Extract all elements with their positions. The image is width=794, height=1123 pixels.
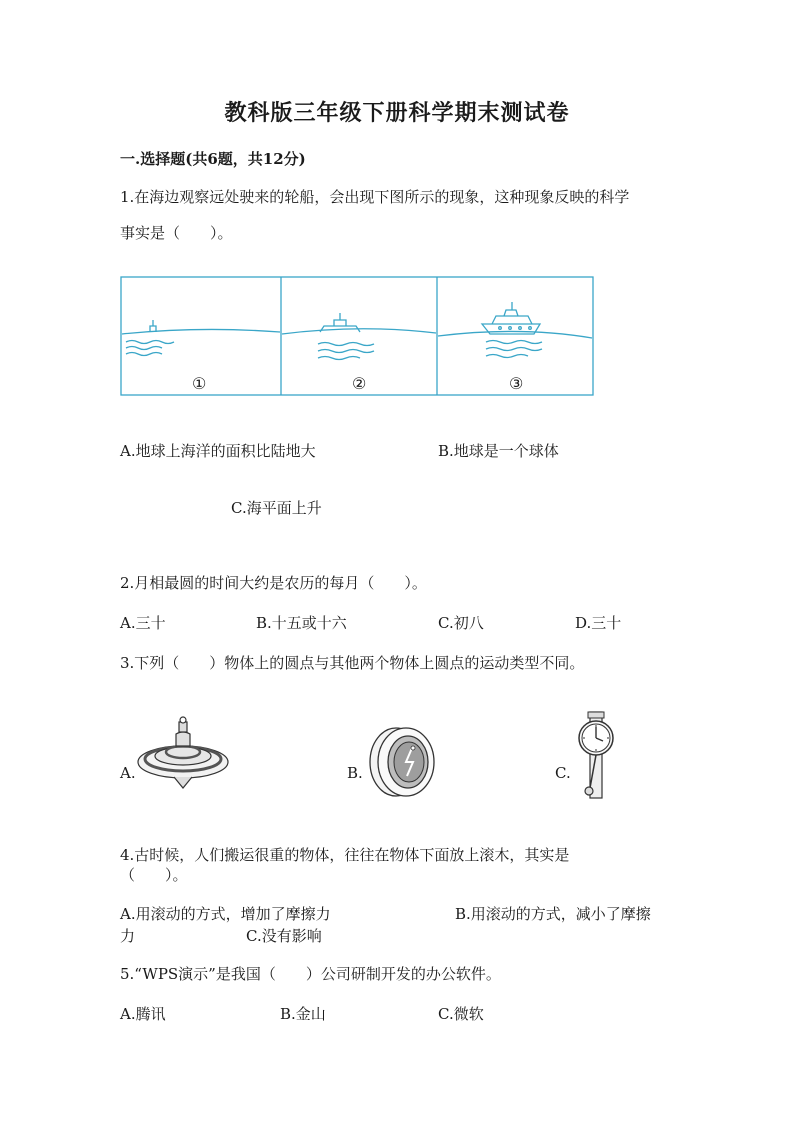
q5-option-c[interactable]: C.微软 bbox=[438, 1005, 484, 1023]
q1-option-a[interactable]: A.地球上海洋的面积比陆地大 bbox=[120, 442, 316, 460]
q2-option-a[interactable]: A.三十 bbox=[120, 614, 166, 632]
q4-option-c[interactable]: C.没有影响 bbox=[246, 927, 322, 945]
figure-label-2: ② bbox=[352, 374, 367, 393]
spinning-top-image bbox=[136, 714, 230, 794]
q2-option-d[interactable]: D.三十 bbox=[575, 614, 622, 632]
q4-option-b-continued: 力 bbox=[120, 927, 136, 945]
q5-option-b[interactable]: B.金山 bbox=[280, 1005, 326, 1023]
q2-option-c[interactable]: C.初八 bbox=[438, 614, 484, 632]
question-4-line-1: 4.古时候，人们搬运很重的物体，往往在物体下面放上滚木，其实是 bbox=[120, 846, 570, 864]
section-heading: 一.选择题(共6题，共12分) bbox=[120, 150, 306, 168]
q4-option-b[interactable]: B.用滚动的方式，减小了摩擦 bbox=[455, 905, 651, 923]
q1-option-b[interactable]: B.地球是一个球体 bbox=[438, 442, 559, 460]
question-2: 2.月相最圆的时间大约是农历的每月（ ）。 bbox=[120, 574, 427, 592]
question-5: 5.“WPS演示”是我国（ ）公司研制开发的办公软件。 bbox=[120, 965, 501, 983]
pendulum-clock-image bbox=[574, 710, 618, 802]
page-title: 教科版三年级下册科学期末测试卷 bbox=[224, 100, 570, 126]
question-1-line-1: 1.在海边观察远处驶来的轮船，会出现下图所示的现象，这种现象反映的科学 bbox=[120, 188, 630, 206]
question-4-line-2: （ ）。 bbox=[120, 866, 188, 884]
q1-option-c[interactable]: C.海平面上升 bbox=[231, 499, 322, 517]
q4-option-a[interactable]: A.用滚动的方式，增加了摩擦力 bbox=[120, 905, 331, 923]
question-1-line-2: 事实是（ ）。 bbox=[120, 224, 233, 242]
figure-label-1: ① bbox=[192, 374, 207, 393]
figure-label-3: ③ bbox=[509, 374, 524, 393]
yoyo-image bbox=[366, 726, 438, 798]
q3-option-a[interactable]: A. bbox=[120, 764, 136, 782]
q5-option-a[interactable]: A.腾讯 bbox=[120, 1005, 166, 1023]
question-3: 3.下列（ ）物体上的圆点与其他两个物体上圆点的运动类型不同。 bbox=[120, 654, 585, 672]
q2-option-b[interactable]: B.十五或十六 bbox=[256, 614, 347, 632]
q3-option-c[interactable]: C. bbox=[555, 764, 571, 782]
q3-option-b[interactable]: B. bbox=[347, 764, 363, 782]
